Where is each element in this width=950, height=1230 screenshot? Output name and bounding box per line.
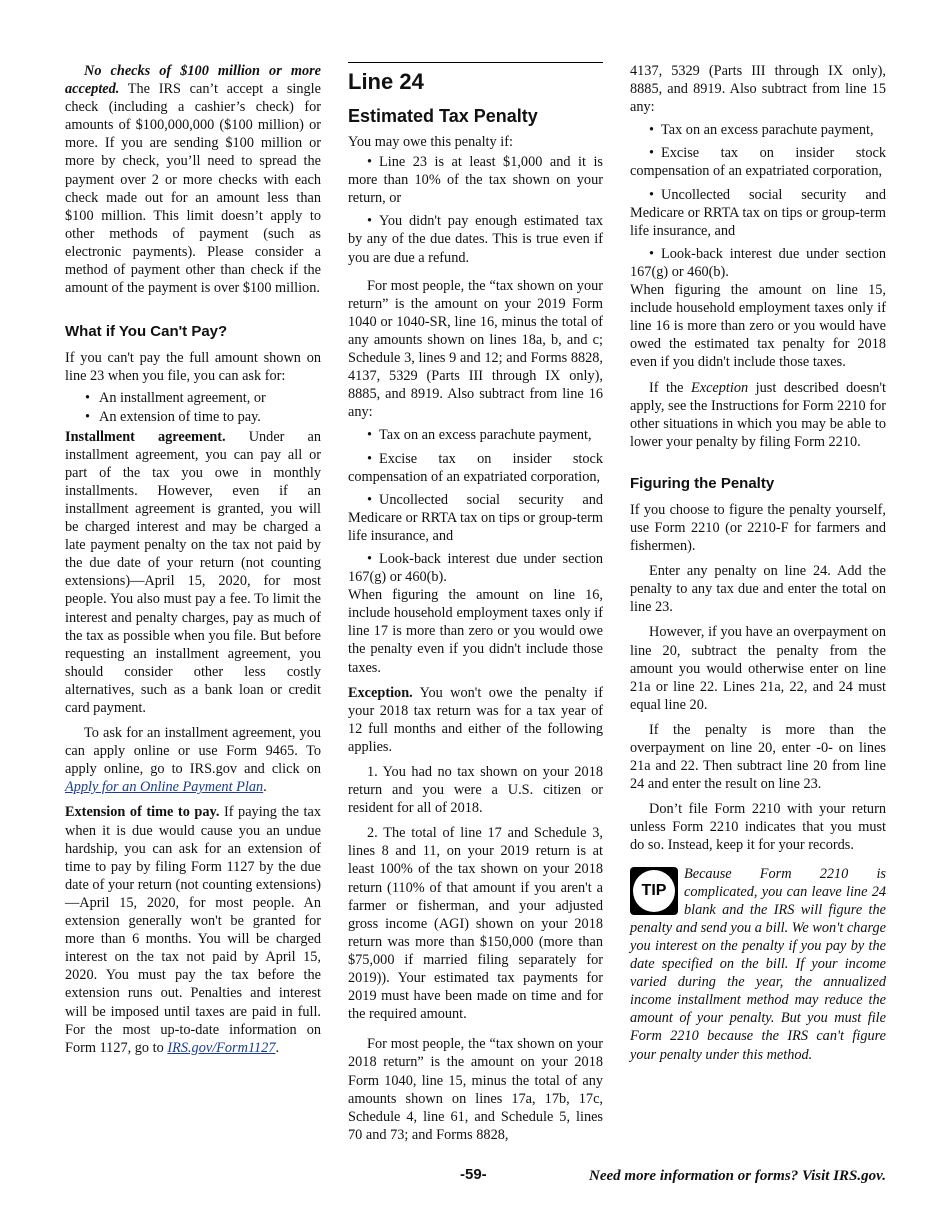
list-item: • You didn't pay enough estimated tax by any of the due dates. This is true even if you are due a refund. [348, 213, 603, 266]
figuring-paragraph-5: Don’t file Form 2210 with your return unless Form 2210 indicates that you must do so. Instead, keep it for your records. [630, 801, 886, 854]
list-item: • An extension of time to pay. [65, 408, 321, 426]
list-item: • Excise tax on insider stock compensation of an expatriated corporation, [630, 145, 886, 180]
exception-paragraph: Exception. You won't owe the penalty if your 2018 tax return was for a tax year of 12 full months and either of the following applies. [348, 684, 603, 755]
tip-text: Because Form 2210 is complicated, you can leave line 24 blank and the IRS will figure the penalty and send you a bill. We won't charge you interest on the penalty if you pay by the date specified on the bill. If your income varied during the year, the annualized income installment method may reduce the amount of your penalty. But you must file Form 2210 because the IRS can't figure your penalty under this method. [630, 865, 886, 1063]
figuring-paragraph-1: If you choose to figure the penalty yourself, use Form 2210 (or 2210-F for farmers and fishermen). [630, 501, 886, 555]
cant-pay-heading: What if You Can't Pay? [65, 323, 228, 341]
figuring-paragraph-2: Enter any penalty on line 24. Add the penalty to any tax due and enter the total on line 23. [630, 563, 886, 616]
column-3 [630, 62, 886, 1064]
cant-pay-options [65, 389, 321, 425]
line-title: Line 24 [348, 69, 424, 94]
penalty-intro: You may owe this penalty if: [348, 134, 513, 150]
list-item: • Tax on an excess parachute payment, [649, 122, 874, 139]
apply-paragraph: To ask for an installment agreement, you can apply online or use Form 9465. To apply online, go to IRS.gov and click on Apply for an Online Payment Plan. [65, 725, 321, 796]
list-item: • Excise tax on insider stock compensation of an expatriated corporation, [348, 450, 603, 485]
list-item: • Uncollected social security and Medicare or RRTA tax on tips or group-term life insurance, and [630, 186, 886, 239]
online-payment-plan-link[interactable]: Apply for an Online Payment Plan [65, 779, 264, 796]
line16-paragraph: When figuring the amount on line 16, include household employment taxes only if line 17 is more than zero or you would owe the penalty even if you didn't include those taxes. [348, 587, 603, 676]
column-2 [348, 62, 603, 1144]
bullet-icon: • [367, 550, 373, 567]
bullet-icon: • [649, 145, 655, 162]
list-item: • An installment agreement, or [65, 389, 321, 407]
tax-shown-paragraph: For most people, the “tax shown on your return” is the amount on your 2019 Form 1040 or 1040-SR, line 16, minus the total of any amounts shown on lines 18a, b, and c; Schedule 3, lines 9 and 12; and Forms 8828, 4137, 5329 (Parts III through IX only), 8885, and 8919. Also subtract from line 16 any: [348, 277, 603, 421]
list-item: • Look-back interest due under section 167(g) or 460(b). [630, 245, 886, 280]
section-divider [348, 62, 603, 63]
footer-note: Need more information or forms? Visit IRS.gov. [589, 1168, 886, 1184]
list-item: • Tax on an excess parachute payment, [367, 427, 592, 444]
form1127-link[interactable]: IRS.gov/Form1127 [167, 1039, 276, 1056]
extension-paragraph: Extension of time to pay. If paying the tax when it is due would cause you an undue hardship, you can ask for an extension of time to pay by filing Form 1127 by the due date of your return (not counting extensions)—April 15, 2020, for most people. An extension generally won't be granted for more than 6 months. You will be charged interest on the tax not paid by April 15, 2020. You must pay the tax before the extension runs out. Penalties and interest will be imposed until taxes are paid in full. For the most up-to-date information on Form 1127, go to IRS.gov/Form1127. [65, 804, 321, 1056]
exception-note-paragraph: If the Exception just described doesn't apply, see the Instructions for Form 2210 for other situations in which you may be able to lower your penalty by filing Form 2210. [630, 379, 887, 450]
exception-item-1: 1. You had no tax shown on your 2018 return and you were a U.S. citizen or resident for all of 2018. [348, 764, 603, 817]
bullet-icon: • [367, 213, 373, 230]
bullet-icon: • [649, 122, 655, 139]
bullet-icon: • [367, 154, 373, 171]
tip-box [630, 865, 886, 1064]
cant-pay-intro: If you can't pay the full amount shown on line 23 when you file, you can ask for: [65, 350, 321, 385]
bullet-icon: • [649, 186, 655, 203]
installment-paragraph: Installment agreement. Under an installment agreement, you can pay all or part of the tax you owe in monthly installments. However, even if an installment agreement is granted, you will be charged interest and may be charged a late payment penalty on the tax not paid by the due date of your return (not counting extensions)—April 15, 2020, for most people. You also must pay a fee. To limit the interest and penalty charges, pay as much of the tax as possible when you file. But before requesting an installment agreement, you should consider other less costly alternatives, such as a bank loan or credit card payment. [65, 428, 322, 716]
section-subtitle: Estimated Tax Penalty [348, 106, 538, 126]
column-1 [65, 62, 321, 1057]
tip-icon: TIP [630, 867, 678, 915]
list-item: • Look-back interest due under section 167(g) or 460(b). [348, 550, 603, 586]
bullet-icon: • [367, 491, 373, 508]
bullet-icon: • [367, 427, 373, 444]
figuring-paragraph-3: However, if you have an overpayment on line 20, subtract the penalty from the amount you would otherwise enter on line 21a or line 22. Lines 21a, 22, and 24 must equal line 20. [630, 624, 886, 713]
continued-paragraph: 4137, 5329 (Parts III through IX only), 8885, and 8919. Also subtract from line 15 any: [630, 63, 886, 116]
exception-item-2: 2. The total of line 17 and Schedule 3, lines 8 and 11, on your 2019 return is at least 100% of the tax shown on your 2018 return (110% of that amount if you aren't a farmer or fisherman, and your adjusted gross income (AGI) shown on your 2018 return was more than $150,000 (more than $75,000 if married filing separately for 2019)). Your estimated tax payments for 2019 must have been made on time and for the required amount. [348, 825, 603, 1023]
tax-shown-2018-paragraph: For most people, the “tax shown on your 2018 return” is the amount on your 2018 Form 1040, line 15, minus the total of any amounts shown on lines 17a, 17b, 17c, Schedule 4, line 61, and Schedule 5, lines 70 and 73; and Forms 8828, [348, 1036, 603, 1143]
figuring-heading: Figuring the Penalty [630, 474, 775, 492]
line15-paragraph: When figuring the amount on line 15, include household employment taxes only if line 16 is more than zero or you would have owed the estimated tax penalty for 2018 even if you didn't include those taxes. [630, 282, 886, 371]
list-item: • Line 23 is at least $1,000 and it is more than 10% of the tax shown on your return, or [348, 154, 603, 207]
list-item: • Uncollected social security and Medicare or RRTA tax on tips or group-term life insurance, and [348, 491, 603, 544]
page-number: -59- [460, 1166, 487, 1183]
bullet-icon: • [649, 245, 655, 262]
figuring-paragraph-4: If the penalty is more than the overpayment on line 20, enter -0- on lines 21a and 22. Then subtract line 20 from line 24 and enter the result on line 23. [630, 721, 886, 793]
bullet-icon: • [367, 450, 373, 467]
no-checks-paragraph: No checks of $100 million or more accepted. The IRS can’t accept a single check (including a cashier’s check) for amounts of $100,000,000 ($100 million) or more. If you are sending $100 million or more by check, you’ll need to spread the payment over 2 or more checks with each check made out for an amount less than $100 million. This limit doesn’t apply to other methods of payment (such as electronic payments). Please consider a method of payment other than check if the amount of the payment is over $100 million. [65, 63, 321, 297]
